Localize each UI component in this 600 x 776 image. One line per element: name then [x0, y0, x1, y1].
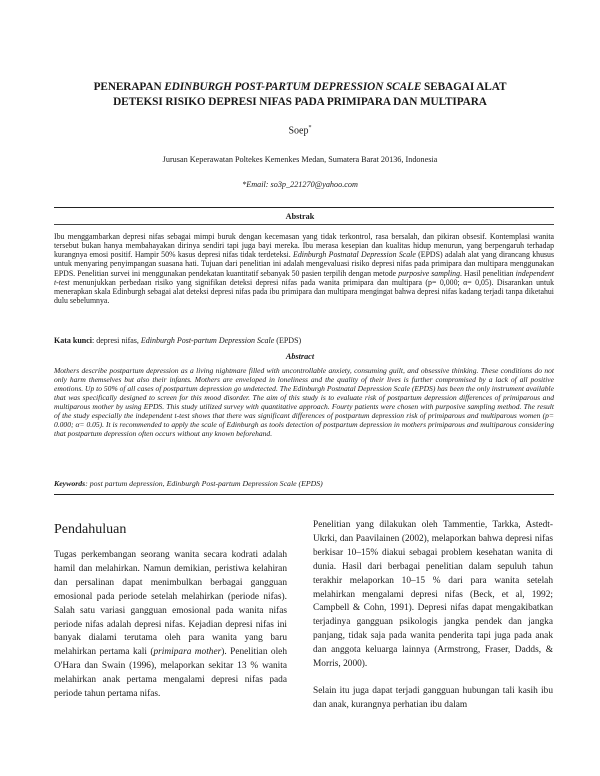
abstract-keywords-text: : post partum depression, Edinburgh Post-partum Depression Scale (EPDS) — [85, 479, 323, 488]
left-paragraph-1 — [54, 549, 287, 702]
abstrak-italic-3: independent t-test — [54, 268, 554, 287]
abstrak-text-3: . Hasil penelitian — [460, 268, 516, 278]
left-para-1-italic: primipara mother — [153, 647, 222, 658]
abstrak-heading: Abstrak — [285, 212, 315, 221]
paper-title — [60, 80, 540, 110]
left-para-1b: ). Penelitian oleh O'Hara dan Swain (1996), melaporkan sekitar 13 % wanita melahirkan anak pertama mengalami depresi nifas pada periode tahun pertama nifas. — [54, 647, 288, 700]
abstrak-text-4: menunjukkan perbedaan risiko yang signifikan deteksi depresi nifas pada wanita primipara dan multipara (p= 0,000; α= 0,05). Disarankan untuk menerapkan skala Edinburgh sebagai alat deteksi depresi nifas pada ibu primipara dan multipara mengingat bahwa depresi nifas kadang terjadi tanpa diketahui dulu sebelumnya. — [54, 277, 554, 306]
abstract-keywords — [54, 479, 554, 488]
abstrak-keywords-italic: Edinburgh Post-partum Depression Scale — [140, 336, 275, 345]
abstrak-body — [54, 232, 554, 305]
left-column — [54, 549, 287, 715]
author — [0, 125, 600, 136]
abstrak-keywords-label: Kata kunci — [54, 336, 93, 345]
abstrak-keywords — [54, 336, 554, 345]
title-line2: DETEKSI RISIKO DEPRESI NIFAS PADA PRIMIPARA DAN MULTIPARA — [113, 96, 487, 108]
abstrak-keywords-post: (EPDS) — [274, 336, 302, 345]
abstrak-keywords-pre: : depresi nifas, — [92, 336, 141, 345]
affiliation: Jurusan Keperawatan Poltekes Kemenkes Medan, Sumatera Barat 20136, Indonesia — [162, 155, 438, 164]
abstrak-text-2: (EPDS) adalah alat yang dirancang khusus untuk menyaring penyimpangan suasana hati. Tujuan dari penelitian ini adalah mengevaluasi risiko depresi nifas pada primipara dan multipara menggunakan EPDS. Penelitian survei ini menggunakan pendekatan kuantitatif sebanyak 50 pasien terpilih dengan metode — [54, 250, 555, 278]
abstrak-text-1: Ibu menggambarkan depresi nifas sebagai mimpi buruk dengan kecemasan yang tidak terkontrol, rasa bersalah, dan pikiran obsesif. Kontemplasi wanita tersebut bukan hanya membahayakan dirinya sendiri tapi juga bayi mereka. Ibu merasa kesepian dan kualitas hidup menurun, yang berpengaruh terhadap kurangnya emosi positif. Hampir 50% kasus depresi nifas tidak terdeteksi. — [54, 232, 554, 260]
email: *Email: so3p_221270@yahoo.com — [242, 180, 358, 189]
abstract-bottom-rule — [54, 494, 554, 495]
title-line1-post: SEBAGAI ALAT — [421, 81, 507, 93]
author-mark: * — [308, 125, 312, 131]
abstract-body: Mothers describe postpartum depression as a living nightmare filled with uncontrollable anxiety, consuming guilt, and obsessive thinking. These conditions do not only harm themselves but also their infants. Mothers are enveloped in loneliness and the quality of their lives is further compromised by a lack of all positive emotions. Up to 50% of all cases of postpartum depression go undetected. The Edinburgh Postnatal Depression Scale (EPDS) has been the only instrument available that was specifically designed to screen for this mood disorder. The aim of this study is to evaluate risk of postpartum depression differences of primiparous and multiparous mother by using EPDS. This study utilized survey with quantitative approach. Fourty patients were chosen with purposive sampling method. The result of the study especially the independent t-test shows that there was significant differences of postpartum depression risk of primiparous and multiparous women (p= 0.000; α= 0.05). It is recommended to apply the scale of Edinburgh as tools detection of postpartum depression in mothers primiparous and multiparous considering that postpartum depression often occurs without any known beforehand. — [54, 366, 554, 438]
right-paragraph-1: Penelitian yang dilakukan oleh Tammentie, Tarkka, Astedt-Ukrki, dan Paavilainen (2002), melaporkan bahwa depresi nifas berkisar 10–15% diakui sebagai problem kesehatan wanita di dunia. Hasil dari berbagai penelitian dalam sepuluh tahun terakhir melaporkan 10–15 % dari para wanita setelah melahirkan mengalami depresi nifas (Beck, et al, 1992; Campbell & Cohn, 1991). Depresi nifas dapat mengakibatkan terjadinya gangguan psikologis jangka pendek dan jangka panjang, tidak saja pada wanita penderita tapi juga pada anak dan anggota keluarga lainnya (Armstrong, Fraser, Dadds, & Morris, 2000). — [313, 520, 553, 670]
abstrak-top-rule — [54, 207, 554, 208]
left-para-1a: Tugas perkembangan seorang wanita secara kodrati adalah hamil dan melahirkan. Namun demikian, peristiwa kelahiran dan persalinan dapat menimbulkan berbagai gangguan emosional pada periode setelah melahirkan (periode nifas). Salah satu variasi gangguan emosional pada wanita nifas periode nifas adalah depresi nifas. Kejadian depresi nifas ini banyak dialami terutama oleh para wanita yang baru melahirkan pertama kali ( — [54, 550, 287, 658]
right-paragraph-2: Selain itu juga dapat terjadi gangguan hubungan tali kasih ibu dan anak, kurangnya perhatian ibu dalam — [313, 685, 553, 710]
title-line1-italic: EDINBURGH POST-PARTUM DEPRESSION SCALE — [164, 81, 422, 93]
abstrak-italic-2: purposive sampling — [398, 268, 460, 278]
title-line1-pre: PENERAPAN — [93, 81, 165, 93]
section-heading-pendahuluan: Pendahuluan — [54, 522, 127, 537]
author-name: Soep — [288, 125, 309, 137]
abstrak-italic-1: Edinburgh Postnatal Depression Scale — [293, 250, 416, 260]
right-column — [313, 519, 553, 726]
abstract-heading: Abstract — [285, 352, 315, 361]
abstract-keywords-label: Keywords — [54, 479, 86, 488]
abstrak-heading-rule — [54, 224, 554, 225]
